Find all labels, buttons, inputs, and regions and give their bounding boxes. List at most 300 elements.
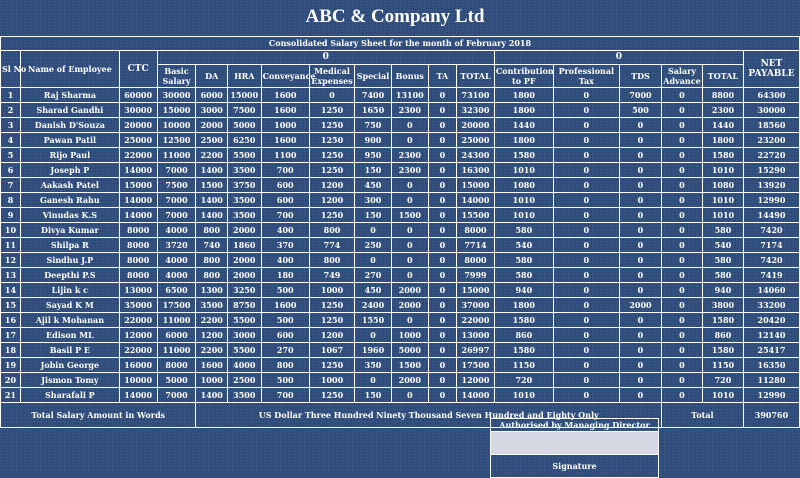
cell-sl: 20 (1, 373, 21, 388)
cell-pf: 1800 (494, 88, 553, 103)
cell-bonus: 2000 (391, 283, 428, 298)
cell-ctc: 12000 (119, 328, 157, 343)
cell-pf: 1580 (494, 313, 553, 328)
total-net-value: 390760 (743, 403, 799, 428)
cell-bonus: 0 (391, 118, 428, 133)
cell-bonus: 2300 (391, 163, 428, 178)
cell-basic: 7000 (157, 193, 196, 208)
cell-advance: 0 (661, 163, 702, 178)
cell-basic: 6000 (157, 328, 196, 343)
cell-hra: 6250 (227, 133, 261, 148)
cell-special: 250 (355, 238, 392, 253)
cell-bonus: 2000 (391, 298, 428, 313)
cell-net-payable: 12140 (743, 328, 799, 343)
cell-conveyance: 400 (261, 253, 309, 268)
cell-basic: 30000 (157, 88, 196, 103)
cell-conveyance: 600 (261, 178, 309, 193)
cell-net-payable: 30000 (743, 103, 799, 118)
cell-net-payable: 20420 (743, 313, 799, 328)
cell-da: 6000 (196, 88, 228, 103)
cell-sl: 8 (1, 193, 21, 208)
cell-medical: 1250 (309, 358, 354, 373)
cell-ta: 0 (428, 253, 456, 268)
cell-sl: 5 (1, 148, 21, 163)
cell-ta: 0 (428, 268, 456, 283)
cell-total-deductions: 1010 (702, 388, 743, 403)
cell-net-payable: 7420 (743, 253, 799, 268)
cell-advance: 0 (661, 253, 702, 268)
header-special: Special (355, 65, 392, 88)
employee-rows (1, 88, 800, 403)
cell-sl: 11 (1, 238, 21, 253)
cell-basic: 15000 (157, 103, 196, 118)
cell-pf: 580 (494, 268, 553, 283)
cell-total: 13000 (457, 328, 495, 343)
header-sl: Sl No (1, 51, 21, 88)
table-row (1, 208, 800, 223)
table-row (1, 118, 800, 133)
cell-name: Jobin George (20, 358, 119, 373)
cell-medical: 1250 (309, 133, 354, 148)
cell-name: Raj Sharma (20, 88, 119, 103)
cell-total: 7999 (457, 268, 495, 283)
cell-ta: 0 (428, 103, 456, 118)
cell-bonus: 0 (391, 238, 428, 253)
cell-special: 0 (355, 373, 392, 388)
cell-net-payable: 7420 (743, 223, 799, 238)
cell-name: Deepthi P.S (20, 268, 119, 283)
cell-medical: 800 (309, 253, 354, 268)
cell-sl: 15 (1, 298, 21, 313)
cell-medical: 1250 (309, 118, 354, 133)
cell-total: 73100 (457, 88, 495, 103)
cell-net-payable: 15290 (743, 163, 799, 178)
cell-ptax: 0 (553, 328, 619, 343)
header-hra: HRA (227, 65, 261, 88)
cell-da: 800 (196, 223, 228, 238)
cell-tds: 0 (619, 223, 661, 238)
cell-name: Rijo Paul (20, 148, 119, 163)
cell-medical: 1250 (309, 208, 354, 223)
cell-advance: 0 (661, 238, 702, 253)
cell-basic: 4000 (157, 223, 196, 238)
cell-sl: 16 (1, 313, 21, 328)
cell-total-deductions: 1150 (702, 358, 743, 373)
cell-hra: 3500 (227, 208, 261, 223)
cell-da: 1500 (196, 178, 228, 193)
cell-special: 1650 (355, 103, 392, 118)
cell-conveyance: 400 (261, 223, 309, 238)
cell-net-payable: 13920 (743, 178, 799, 193)
cell-ta: 0 (428, 208, 456, 223)
cell-hra: 3500 (227, 193, 261, 208)
cell-conveyance: 1600 (261, 88, 309, 103)
cell-bonus: 0 (391, 253, 428, 268)
cell-conveyance: 700 (261, 163, 309, 178)
cell-total: 14000 (457, 388, 495, 403)
cell-pf: 1580 (494, 343, 553, 358)
cell-special: 450 (355, 178, 392, 193)
cell-sl: 3 (1, 118, 21, 133)
cell-pf: 1800 (494, 103, 553, 118)
table-row (1, 313, 800, 328)
signature-field[interactable] (491, 432, 658, 455)
cell-tds: 0 (619, 373, 661, 388)
table-row (1, 148, 800, 163)
cell-da: 800 (196, 253, 228, 268)
cell-advance: 0 (661, 268, 702, 283)
cell-net-payable: 22720 (743, 148, 799, 163)
cell-sl: 10 (1, 223, 21, 238)
table-row (1, 103, 800, 118)
cell-tds: 0 (619, 268, 661, 283)
cell-advance: 0 (661, 298, 702, 313)
cell-basic: 4000 (157, 268, 196, 283)
cell-net-payable: 25417 (743, 343, 799, 358)
signature-box (490, 418, 659, 478)
cell-total: 8000 (457, 223, 495, 238)
total-words-label: Total Salary Amount in Words (1, 403, 196, 428)
cell-advance: 0 (661, 148, 702, 163)
cell-hra: 5000 (227, 118, 261, 133)
cell-basic: 17500 (157, 298, 196, 313)
cell-ptax: 0 (553, 298, 619, 313)
cell-hra: 1860 (227, 238, 261, 253)
cell-net-payable: 12990 (743, 388, 799, 403)
cell-ta: 0 (428, 133, 456, 148)
cell-conveyance: 1000 (261, 118, 309, 133)
cell-conveyance: 600 (261, 328, 309, 343)
cell-pf: 1010 (494, 208, 553, 223)
cell-total: 17500 (457, 358, 495, 373)
cell-basic: 7000 (157, 208, 196, 223)
cell-ptax: 0 (553, 313, 619, 328)
cell-bonus: 0 (391, 223, 428, 238)
cell-medical: 749 (309, 268, 354, 283)
cell-conveyance: 500 (261, 313, 309, 328)
sheet-subtitle: Consolidated Salary Sheet for the month of February 2018 (1, 37, 800, 51)
cell-pf: 580 (494, 253, 553, 268)
cell-hra: 2000 (227, 268, 261, 283)
cell-ctc: 14000 (119, 208, 157, 223)
cell-tds: 0 (619, 358, 661, 373)
cell-total: 32300 (457, 103, 495, 118)
cell-name: Danish D'Souza (20, 118, 119, 133)
cell-name: Joseph P (20, 163, 119, 178)
cell-name: Sayad K M (20, 298, 119, 313)
cell-net-payable: 64300 (743, 88, 799, 103)
cell-special: 900 (355, 133, 392, 148)
cell-total-deductions: 2300 (702, 103, 743, 118)
cell-net-payable: 14490 (743, 208, 799, 223)
cell-sl: 17 (1, 328, 21, 343)
cell-ctc: 14000 (119, 193, 157, 208)
cell-total: 7714 (457, 238, 495, 253)
cell-total: 14000 (457, 193, 495, 208)
cell-medical: 1000 (309, 373, 354, 388)
cell-conveyance: 500 (261, 283, 309, 298)
cell-conveyance: 270 (261, 343, 309, 358)
cell-special: 300 (355, 193, 392, 208)
cell-ptax: 0 (553, 358, 619, 373)
cell-conveyance: 700 (261, 388, 309, 403)
cell-ctc: 8000 (119, 268, 157, 283)
cell-total: 37000 (457, 298, 495, 313)
cell-conveyance: 500 (261, 373, 309, 388)
cell-ptax: 0 (553, 253, 619, 268)
cell-hra: 5500 (227, 148, 261, 163)
cell-special: 150 (355, 208, 392, 223)
cell-hra: 3000 (227, 328, 261, 343)
cell-hra: 5500 (227, 343, 261, 358)
cell-da: 1200 (196, 328, 228, 343)
cell-name: Lijin k c (20, 283, 119, 298)
cell-ptax: 0 (553, 343, 619, 358)
cell-ta: 0 (428, 178, 456, 193)
cell-medical: 1250 (309, 388, 354, 403)
cell-basic: 6500 (157, 283, 196, 298)
cell-total: 20000 (457, 118, 495, 133)
cell-total-deductions: 1010 (702, 163, 743, 178)
cell-total-deductions: 1800 (702, 133, 743, 148)
cell-special: 750 (355, 118, 392, 133)
header-name: Name of Employee (20, 51, 119, 88)
cell-hra: 2500 (227, 373, 261, 388)
cell-bonus: 2000 (391, 373, 428, 388)
cell-name: Sharad Gandhi (20, 103, 119, 118)
cell-total-deductions: 580 (702, 223, 743, 238)
cell-da: 1400 (196, 388, 228, 403)
cell-net-payable: 11280 (743, 373, 799, 388)
cell-ctc: 22000 (119, 148, 157, 163)
signature-label: Signature (552, 461, 597, 471)
cell-special: 0 (355, 253, 392, 268)
cell-advance: 0 (661, 88, 702, 103)
cell-special: 270 (355, 268, 392, 283)
cell-ptax: 0 (553, 118, 619, 133)
cell-sl: 13 (1, 268, 21, 283)
cell-total-deductions: 1010 (702, 208, 743, 223)
cell-medical: 1250 (309, 313, 354, 328)
cell-medical: 1250 (309, 163, 354, 178)
cell-basic: 7500 (157, 178, 196, 193)
cell-tds: 0 (619, 253, 661, 268)
cell-tds: 0 (619, 193, 661, 208)
header-ptax: Professional Tax (553, 65, 619, 88)
cell-basic: 5000 (157, 373, 196, 388)
salary-table (0, 36, 800, 428)
cell-pf: 1580 (494, 148, 553, 163)
cell-name: Edison ML (20, 328, 119, 343)
cell-total: 26997 (457, 343, 495, 358)
cell-hra: 15000 (227, 88, 261, 103)
cell-bonus: 13100 (391, 88, 428, 103)
cell-da: 2200 (196, 343, 228, 358)
cell-da: 2200 (196, 148, 228, 163)
cell-total-deductions: 720 (702, 373, 743, 388)
cell-net-payable: 7174 (743, 238, 799, 253)
cell-ptax: 0 (553, 88, 619, 103)
cell-medical: 800 (309, 223, 354, 238)
cell-medical: 0 (309, 88, 354, 103)
cell-ctc: 60000 (119, 88, 157, 103)
header-medical: Medical Expenses (311, 66, 353, 86)
cell-special: 150 (355, 388, 392, 403)
cell-basic: 8000 (157, 358, 196, 373)
cell-total: 22000 (457, 313, 495, 328)
table-row (1, 268, 800, 283)
cell-ptax: 0 (553, 103, 619, 118)
cell-name: Divya Kumar (20, 223, 119, 238)
cell-pf: 1800 (494, 133, 553, 148)
cell-ta: 0 (428, 358, 456, 373)
cell-da: 1400 (196, 193, 228, 208)
cell-basic: 3720 (157, 238, 196, 253)
cell-ta: 0 (428, 88, 456, 103)
cell-ptax: 0 (553, 163, 619, 178)
cell-medical: 1250 (309, 148, 354, 163)
cell-ta: 0 (428, 193, 456, 208)
cell-pf: 580 (494, 223, 553, 238)
authorised-label: Authorised by Managing Director (491, 419, 658, 432)
cell-total-deductions: 3800 (702, 298, 743, 313)
cell-medical: 1067 (309, 343, 354, 358)
cell-ta: 0 (428, 328, 456, 343)
table-row (1, 388, 800, 403)
cell-ctc: 15000 (119, 178, 157, 193)
cell-total: 16300 (457, 163, 495, 178)
cell-tds: 0 (619, 388, 661, 403)
cell-net-payable: 23200 (743, 133, 799, 148)
cell-tds: 0 (619, 208, 661, 223)
cell-conveyance: 1600 (261, 133, 309, 148)
cell-sl: 4 (1, 133, 21, 148)
cell-ctc: 8000 (119, 223, 157, 238)
header-net-payable: NET PAYABLE (743, 51, 799, 88)
cell-bonus: 0 (391, 313, 428, 328)
cell-sl: 18 (1, 343, 21, 358)
cell-name: Jismon Tomy (20, 373, 119, 388)
cell-sl: 21 (1, 388, 21, 403)
cell-advance: 0 (661, 343, 702, 358)
cell-pf: 720 (494, 373, 553, 388)
company-title: ABC & Company Ltd (305, 6, 485, 27)
cell-ctc: 20000 (119, 118, 157, 133)
cell-total: 24300 (457, 148, 495, 163)
cell-ctc: 13000 (119, 283, 157, 298)
cell-special: 2400 (355, 298, 392, 313)
cell-ctc: 16000 (119, 358, 157, 373)
cell-da: 2000 (196, 118, 228, 133)
cell-ta: 0 (428, 388, 456, 403)
cell-ctc: 8000 (119, 238, 157, 253)
cell-bonus: 2300 (391, 103, 428, 118)
table-row (1, 88, 800, 103)
header-ta: TA (428, 65, 456, 88)
cell-bonus: 5000 (391, 343, 428, 358)
cell-ta: 0 (428, 298, 456, 313)
cell-conveyance: 700 (261, 208, 309, 223)
cell-bonus: 0 (391, 193, 428, 208)
cell-medical: 1200 (309, 193, 354, 208)
cell-special: 1550 (355, 313, 392, 328)
table-row (1, 193, 800, 208)
deductions-group-label: 0 (494, 51, 743, 65)
cell-net-payable: 33200 (743, 298, 799, 313)
cell-net-payable: 16350 (743, 358, 799, 373)
cell-total-deductions: 580 (702, 253, 743, 268)
cell-tds: 0 (619, 238, 661, 253)
header-pf: Contribution to PF (495, 66, 554, 86)
cell-hra: 3500 (227, 163, 261, 178)
cell-ctc: 10000 (119, 373, 157, 388)
cell-ptax: 0 (553, 133, 619, 148)
cell-bonus: 1000 (391, 328, 428, 343)
cell-ta: 0 (428, 148, 456, 163)
cell-sl: 1 (1, 88, 21, 103)
cell-special: 450 (355, 283, 392, 298)
cell-sl: 9 (1, 208, 21, 223)
cell-sl: 12 (1, 253, 21, 268)
cell-sl: 14 (1, 283, 21, 298)
cell-advance: 0 (661, 103, 702, 118)
cell-bonus: 1500 (391, 358, 428, 373)
cell-bonus: 0 (391, 133, 428, 148)
table-row (1, 133, 800, 148)
cell-da: 1300 (196, 283, 228, 298)
cell-tds: 0 (619, 118, 661, 133)
cell-total: 15500 (457, 208, 495, 223)
cell-special: 950 (355, 148, 392, 163)
table-row (1, 298, 800, 313)
cell-medical: 1250 (309, 103, 354, 118)
cell-basic: 10000 (157, 118, 196, 133)
table-row (1, 373, 800, 388)
table-row (1, 283, 800, 298)
cell-da: 1400 (196, 163, 228, 178)
cell-ta: 0 (428, 118, 456, 133)
cell-ptax: 0 (553, 388, 619, 403)
cell-medical: 1000 (309, 283, 354, 298)
cell-total: 8000 (457, 253, 495, 268)
cell-advance: 0 (661, 193, 702, 208)
cell-special: 150 (355, 163, 392, 178)
header-total: TOTAL (457, 65, 495, 88)
cell-total-deductions: 1580 (702, 343, 743, 358)
cell-ta: 0 (428, 343, 456, 358)
header-tds: TDS (619, 65, 661, 88)
cell-da: 3500 (196, 298, 228, 313)
cell-ctc: 8000 (119, 253, 157, 268)
cell-basic: 12500 (157, 133, 196, 148)
cell-sl: 2 (1, 103, 21, 118)
cell-pf: 1150 (494, 358, 553, 373)
cell-da: 740 (196, 238, 228, 253)
cell-advance: 0 (661, 388, 702, 403)
cell-conveyance: 1600 (261, 103, 309, 118)
cell-special: 1960 (355, 343, 392, 358)
cell-advance: 0 (661, 313, 702, 328)
cell-ta: 0 (428, 223, 456, 238)
cell-total-deductions: 8800 (702, 88, 743, 103)
cell-basic: 11000 (157, 148, 196, 163)
cell-bonus: 0 (391, 388, 428, 403)
table-row (1, 238, 800, 253)
cell-hra: 2000 (227, 253, 261, 268)
cell-advance: 0 (661, 283, 702, 298)
cell-conveyance: 1100 (261, 148, 309, 163)
header-conveyance: Conveyance (261, 65, 309, 88)
